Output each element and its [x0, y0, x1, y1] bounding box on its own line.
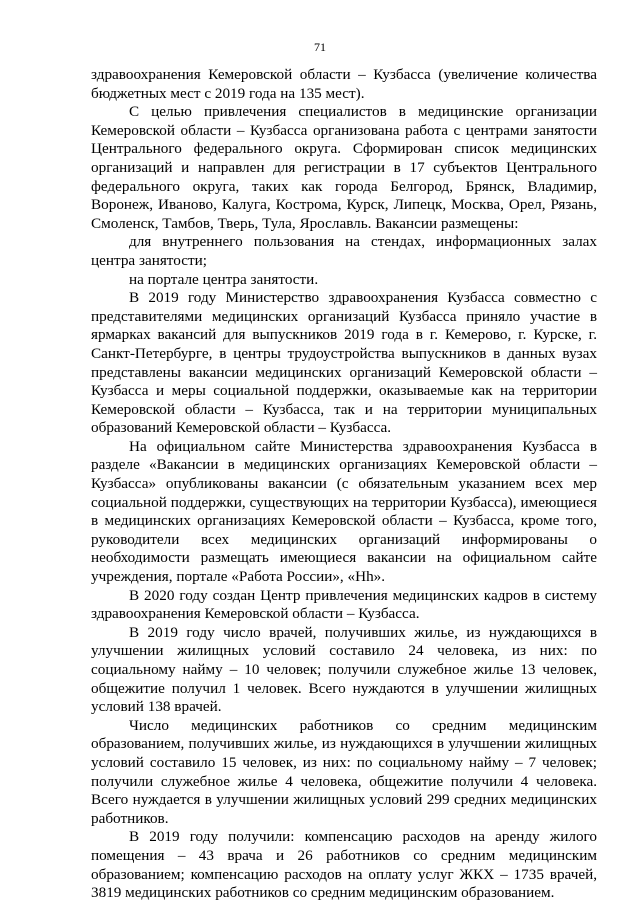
- paragraph-doctors-housing: В 2019 году число врачей, получивших жилье, из нуждающихся в улучшении жилищных условий составило 24 человека, из них: по социальному найму – 10 человек; получили служебное жилье 13 человек, общежитие получил 1 человек. Всего нуждаются в улучшении жилищных условий 138 врачей.: [91, 623, 597, 716]
- paragraph-job-fairs: В 2019 году Министерство здравоохранения Кузбасса совместно с представителями медицинских организаций Кузбасса приняло участие в ярмарках вакансий для выпускников 2019 года в г. Кемерово, г. Курске, г. Санкт-Петербурге, в центры трудоустройства выпускников в данных вузах представлены вакансии медицинских организаций Кемеровской области – Кузбасса и меры социальной поддержки, оказываемые как на территории Кемеровской области – Кузбасса, так и на территории муниципальных образований Кемеровской области – Кузбасса.: [91, 289, 597, 437]
- page-number: 71: [314, 40, 326, 54]
- paragraph-compensation: В 2019 году получили: компенсацию расходов на аренду жилого помещения – 43 врача и 26 работников со средним медицинским образованием; компенсацию расходов на оплату услуг ЖКХ – 1735 врачей, 3819 медицинских работников со средним медицинским образованием.: [91, 828, 597, 902]
- body-text: [91, 66, 597, 903]
- list-item-portal: на портале центра занятости.: [129, 270, 319, 288]
- paragraph-recruitment-center: В 2020 году создан Центр привлечения медицинских кадров в систему здравоохранения Кемеровской области – Кузбасса.: [91, 586, 597, 623]
- paragraph-recruitment-cfo: С целью привлечения специалистов в медицинские организации Кемеровской области – Кузбасса организована работа с центрами занятости Центрального федерального округа. Сформирован список медицинских организаций и направлен для регистрации в 17 субъектов Центрального федерального округа, таких как города Белгород, Брянск, Владимир, Воронеж, Иваново, Калуга, Кострома, Курск, Липецк, Москва, Орел, Рязань, Смоленск, Тамбов, Тверь, Тула, Ярославль. Вакансии размещены:: [91, 103, 597, 232]
- paragraph-continuation: здравоохранения Кемеровской области – Кузбасса (увеличение количества бюджетных мест с 2019 года на 135 мест).: [91, 66, 597, 102]
- paragraph-official-site: На официальном сайте Министерства здравоохранения Кузбасса в разделе «Вакансии в медицинских организациях Кемеровской области – Кузбасса» опубликованы вакансии (с обязательным указанием всех мер социальной поддержки, существующих на территории Кузбасса), имеющиеся в медицинских организациях Кемеровской области – Кузбасса, кроме того, руководители всех медицинских организаций информированы о необходимости размещать имеющиеся вакансии на официальном сайте учреждения, портале «Работа России», «Hh».: [91, 437, 597, 586]
- paragraph-nurses-housing: Число медицинских работников со средним медицинским образованием, получивших жилье, из нуждающихся в улучшении жилищных условий составило 15 человек, из них: по социальному найму – 7 человек; получили служебное жилье 4 человека, общежитие получили 4 человека. Всего нуждается в улучшении жилищных условий 299 средних медицинских работников.: [91, 716, 597, 827]
- list-item-stands: для внутреннего пользования на стендах, информационных залах центра занятости;: [91, 233, 597, 269]
